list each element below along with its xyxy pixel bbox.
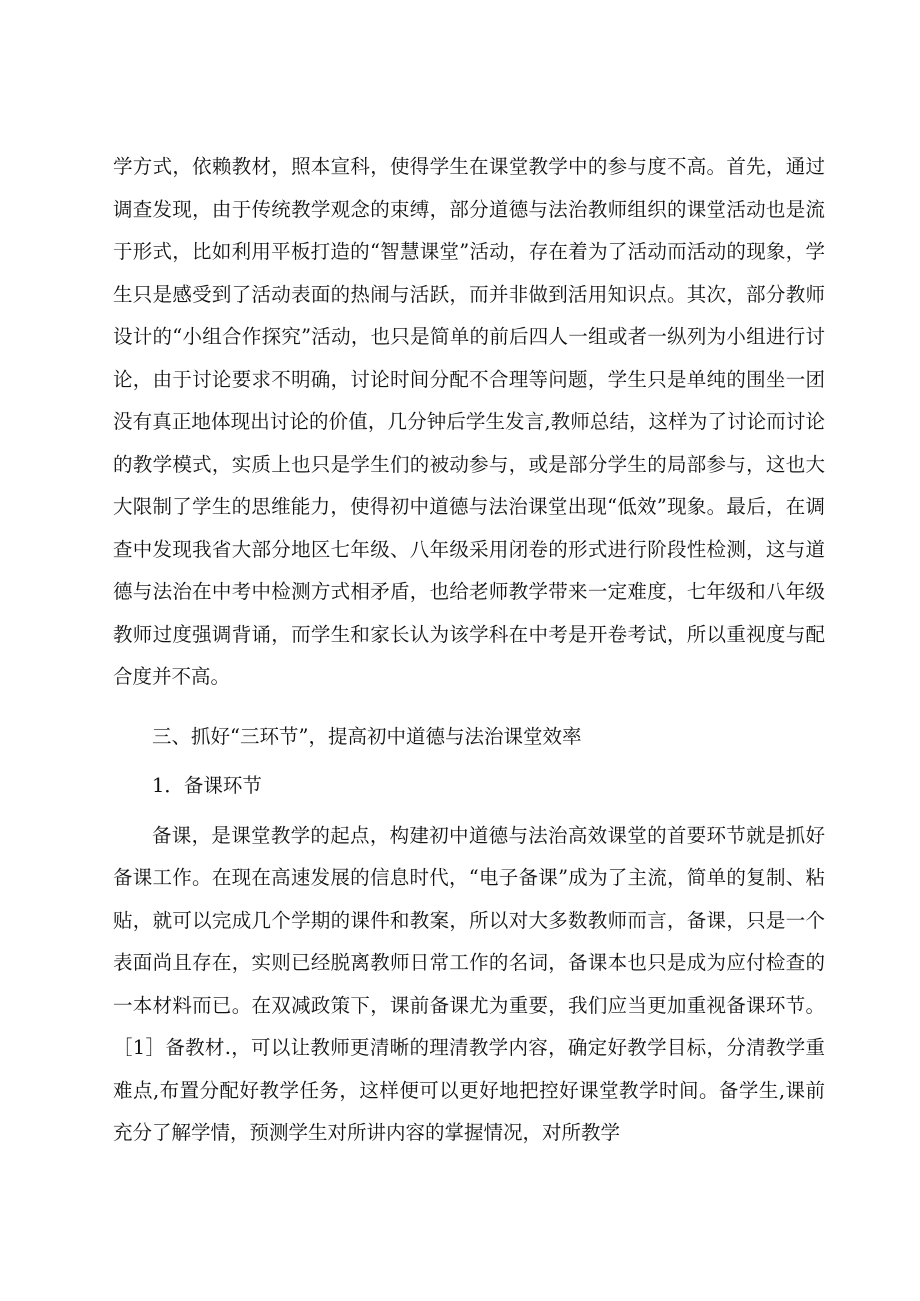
subsection-heading: 1．备课环节 <box>152 774 262 797</box>
section-heading: 三、抓好“三环节”，提高初中道德与法治课堂效率 <box>152 724 582 748</box>
body-paragraph-continuation: 学方式，依赖教材，照本宣科，使得学生在课堂教学中的参与度不高。首先，通过调查发现，由于传统教学观念的束缚，部分道德与法治教师组织的课堂活动也是流于形式，比如利用平板打造的“智慧课堂”活动，存在着为了活动而活动的现象，学生只是感受到了活动表面的热闹与活跃，而并非做到活用知识点。其次，部分教师设计的“小组合作探究”活动，也只是简单的前后四人一组或者一纵列为小组进行讨论，由于讨论要求不明确，讨论时间分配不合理等问题，学生只是单纯的围坐一团没有真正地体现出讨论的价值，几分钟后学生发言,教师总结，这样为了讨论而讨论的教学模式，实质上也只是学生们的被动参与，或是部分学生的局部参与，这也大大限制了学生的思维能力，使得初中道德与法治课堂出现“低效”现象。最后，在调查中发现我省大部分地区七年级、八年级采用闭卷的形式进行阶段性检测，这与道德与法治在中考中检测方式相矛盾，也给老师教学带来一定难度，七年级和八年级教师过度强调背诵，而学生和家长认为该学科在中考是开卷考试，所以重视度与配合度并不高。 <box>113 155 825 688</box>
document-body <box>113 146 825 1155</box>
body-paragraph: 备课，是课堂教学的起点，构建初中道德与法治高效课堂的首要环节就是抓好备课工作。在现在高速发展的信息时代，“电子备课”成为了主流，简单的复制、粘贴，就可以完成几个学期的课件和教案，所以对大多数教师而言，备课，只是一个表面尚且存在，实则已经脱离教师日常工作的名词，备课本也只是成为应付检查的一本材料而已。在双减政策下，课前备课尤为重要，我们应当更加重视备课环节。［1］备教材.，可以让教师更清晰的理清教学内容，确定好教学目标，分清教学重难点,布置分配好教学任务，这样便可以更好地把控好课堂教学时间。备学生,课前充分了解学情，预测学生对所讲内容的掌握情况，对所教学 <box>113 823 825 1144</box>
